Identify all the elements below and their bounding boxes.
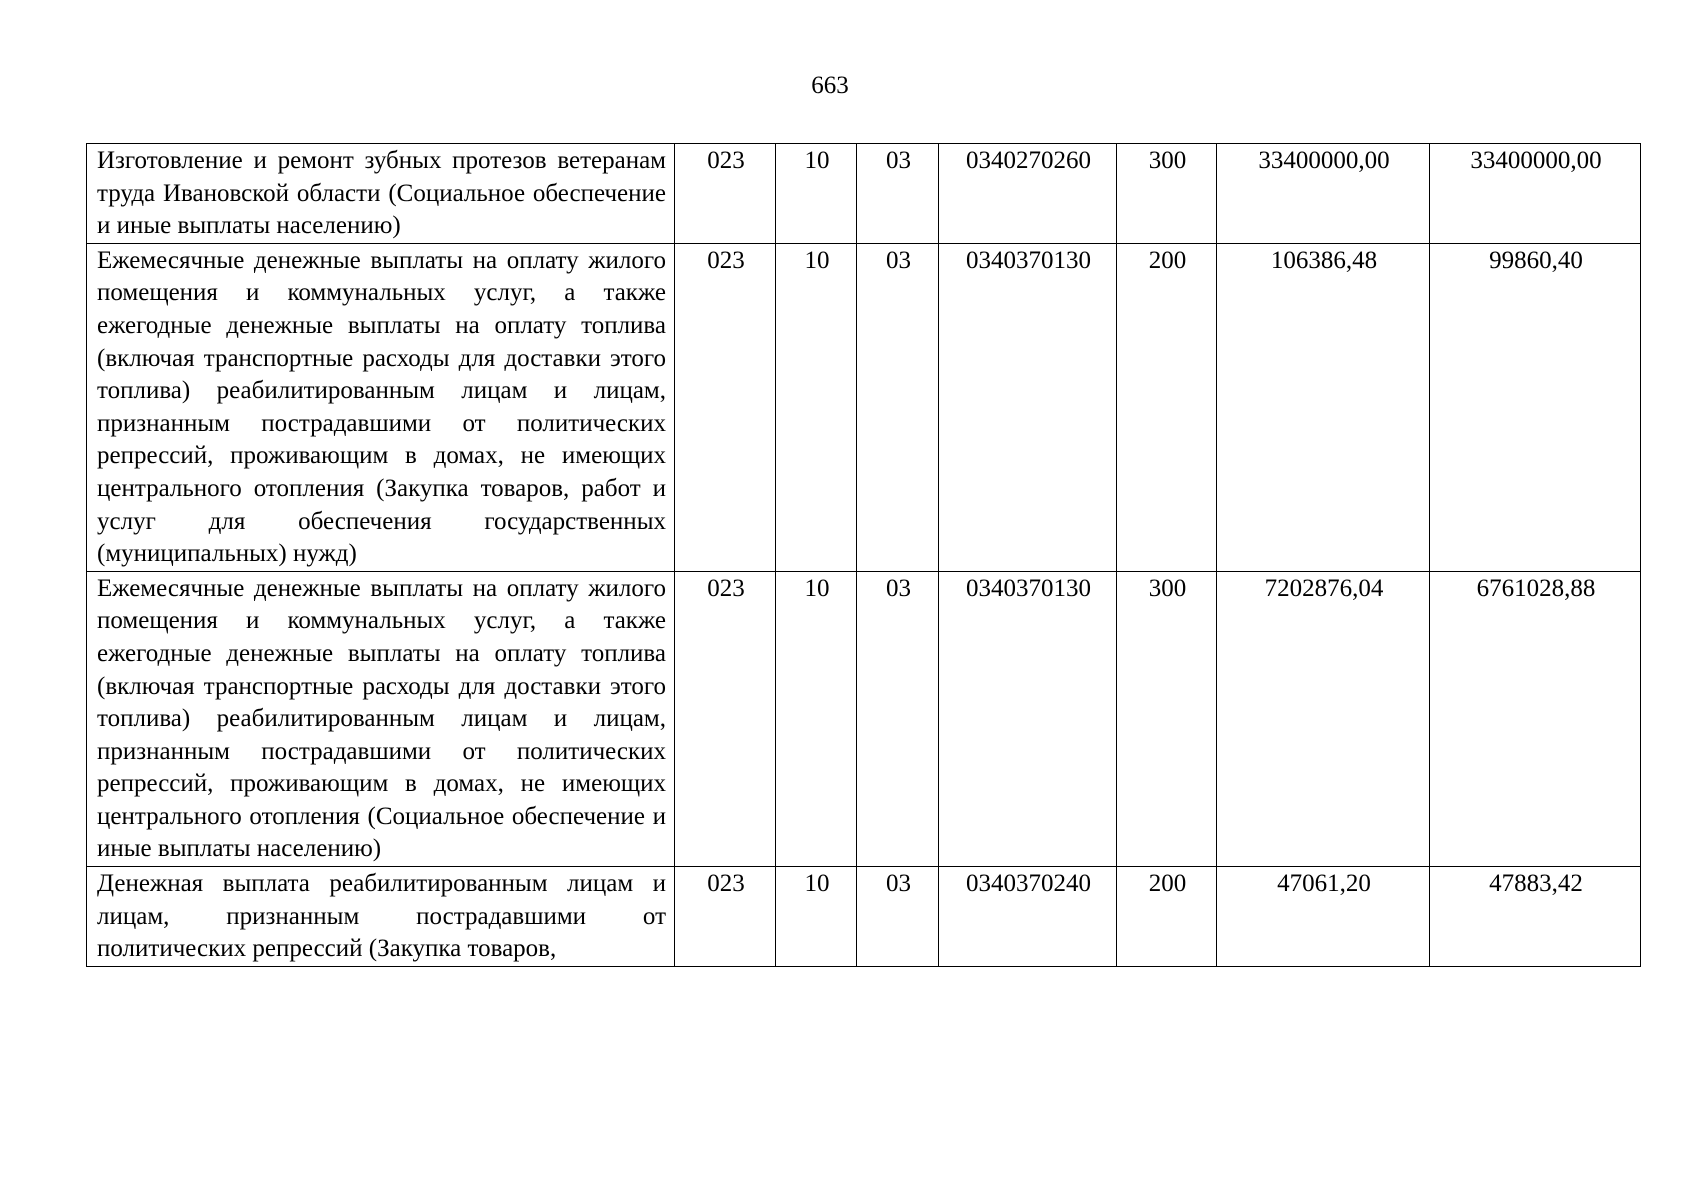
page-number: 663 (811, 72, 849, 99)
row-ministry-code: 023 (675, 867, 776, 967)
row-target-article: 0340370130 (939, 243, 1117, 571)
row-section-code: 10 (776, 867, 857, 967)
table-row (87, 867, 1641, 967)
row-amount-year-2: 47883,42 (1430, 867, 1641, 967)
row-amount-year-2: 6761028,88 (1430, 571, 1641, 866)
row-ministry-code: 023 (675, 243, 776, 571)
row-description: Ежемесячные денежные выплаты на оплату жилого помещения и коммунальных услуг, а также ежегодные денежные выплаты на оплату топлива (включая транспортные расходы для доставки этого топлива) реабилитированным лицам и лицам, признанным пострадавшими от политических репрессий, проживающим в домах, не имеющих центрального отопления (Социальное обеспечение и иные выплаты населению) (87, 571, 675, 866)
row-description: Ежемесячные денежные выплаты на оплату жилого помещения и коммунальных услуг, а также ежегодные денежные выплаты на оплату топлива (включая транспортные расходы для доставки этого топлива) реабилитированным лицам и лицам, признанным пострадавшими от политических репрессий, проживающим в домах, не имеющих центрального отопления (Закупка товаров, работ и услуг для обеспечения государственных (муниципальных) нужд) (87, 243, 675, 571)
row-expense-type: 200 (1117, 243, 1217, 571)
row-target-article: 0340370130 (939, 571, 1117, 866)
row-amount-year-1: 7202876,04 (1217, 571, 1430, 866)
row-target-article: 0340370240 (939, 867, 1117, 967)
row-expense-type: 300 (1117, 571, 1217, 866)
row-section-code: 10 (776, 571, 857, 866)
row-description: Изготовление и ремонт зубных протезов ветеранам труда Ивановской области (Социальное обеспечение и иные выплаты населению) (87, 144, 675, 244)
row-subsection-code: 03 (857, 571, 939, 866)
table-row (87, 243, 1641, 571)
budget-table (86, 143, 1641, 967)
row-amount-year-1: 33400000,00 (1217, 144, 1430, 244)
row-amount-year-2: 99860,40 (1430, 243, 1641, 571)
row-expense-type: 300 (1117, 144, 1217, 244)
row-amount-year-1: 47061,20 (1217, 867, 1430, 967)
row-subsection-code: 03 (857, 144, 939, 244)
row-description: Денежная выплата реабилитированным лицам и лицам, признанным пострадавшими от политических репрессий (Закупка товаров, (87, 867, 675, 967)
row-ministry-code: 023 (675, 571, 776, 866)
row-target-article: 0340270260 (939, 144, 1117, 244)
row-amount-year-2: 33400000,00 (1430, 144, 1641, 244)
row-subsection-code: 03 (857, 243, 939, 571)
row-ministry-code: 023 (675, 144, 776, 244)
row-section-code: 10 (776, 243, 857, 571)
row-expense-type: 200 (1117, 867, 1217, 967)
table-row (87, 144, 1641, 244)
row-section-code: 10 (776, 144, 857, 244)
row-subsection-code: 03 (857, 867, 939, 967)
table-row (87, 571, 1641, 866)
row-amount-year-1: 106386,48 (1217, 243, 1430, 571)
